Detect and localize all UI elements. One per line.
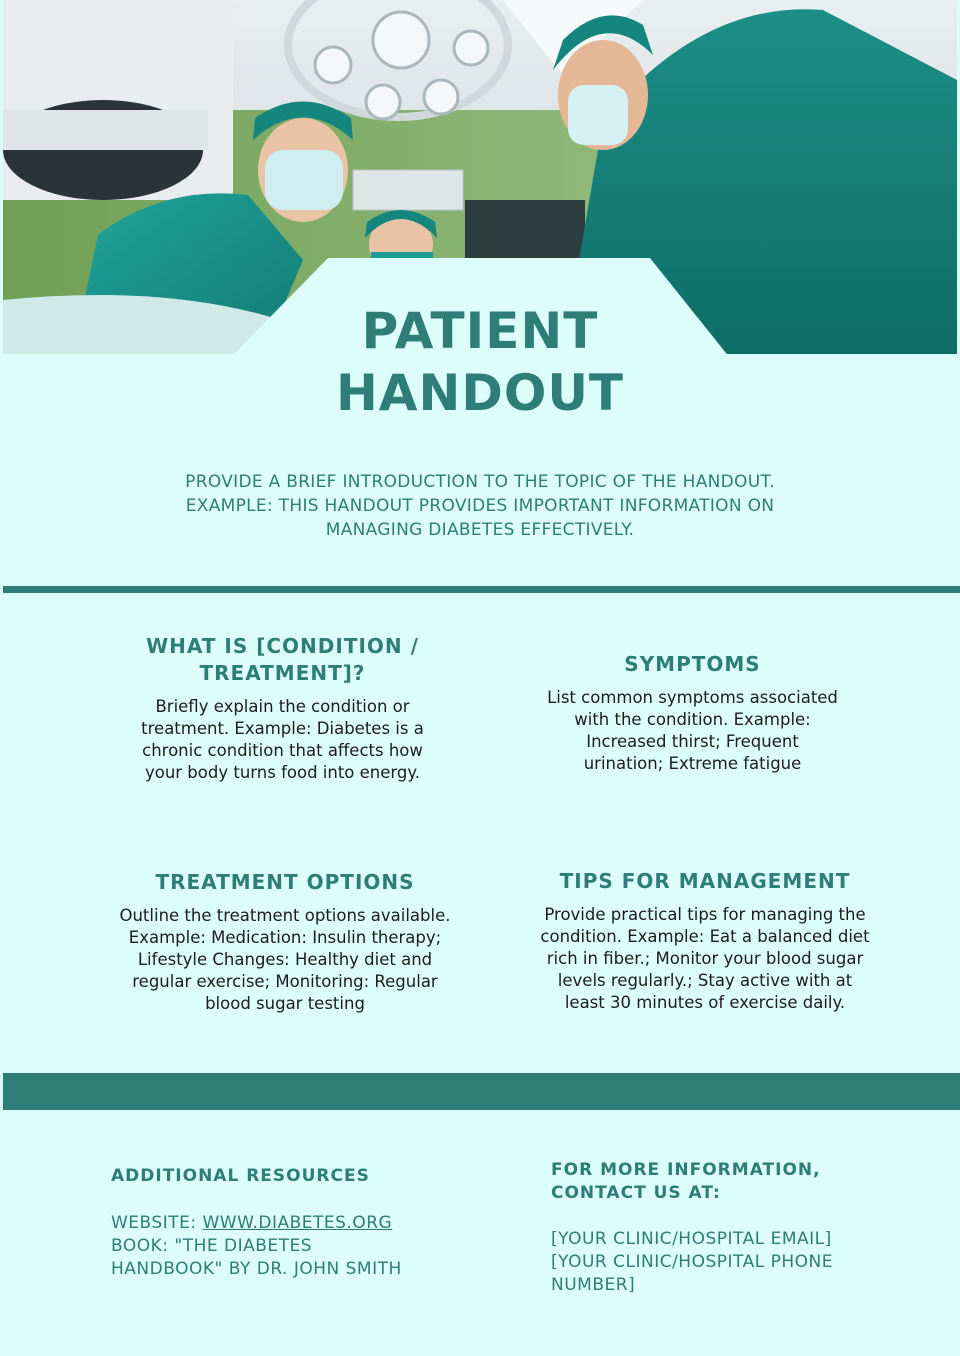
contact-title	[551, 1159, 821, 1205]
contact-phone-line-1: [YOUR CLINIC/HOSPITAL PHONE	[551, 1252, 833, 1272]
intro-line-1: PROVIDE A BRIEF INTRODUCTION TO THE TOPIC OF THE HANDOUT.	[185, 472, 775, 492]
footer-band	[3, 1073, 960, 1110]
resources-title: ADDITIONAL RESOURCES	[111, 1166, 370, 1186]
contact-details	[551, 1228, 931, 1297]
section-body	[515, 904, 895, 1014]
section-title	[100, 633, 465, 687]
contact-title-line-1: FOR MORE INFORMATION,	[551, 1160, 821, 1180]
intro-text	[120, 470, 840, 542]
body-line: Provide practical tips for managing the	[544, 905, 866, 924]
body-line: least 30 minutes of exercise daily.	[564, 993, 846, 1012]
page-title	[0, 300, 960, 424]
book-line-1: BOOK: "THE DIABETES	[111, 1236, 313, 1256]
section-title: SYMPTOMS	[624, 652, 761, 676]
section-title: TREATMENT OPTIONS	[155, 870, 415, 894]
body-line: rich in fiber.; Monitor your blood sugar	[546, 949, 864, 968]
body-line: treatment. Example: Diabetes is a	[141, 719, 424, 738]
section-symptoms	[510, 651, 875, 775]
body-line: Outline the treatment options available.	[119, 906, 451, 925]
intro-line-3: MANAGING DIABETES EFFECTIVELY.	[325, 520, 635, 540]
resources-list	[111, 1212, 491, 1281]
divider-line	[3, 586, 960, 593]
section-title-line-1: WHAT IS [CONDITION /	[146, 634, 419, 658]
section-what-is	[100, 633, 465, 784]
title-line-1: PATIENT	[361, 302, 599, 360]
website-link[interactable]: WWW.DIABETES.ORG	[202, 1213, 393, 1233]
body-line: Example: Medication: Insulin therapy;	[128, 928, 442, 947]
section-treatment-options	[95, 869, 475, 1015]
section-body	[95, 905, 475, 1015]
body-line: Increased thirst; Frequent	[586, 732, 799, 751]
body-line: your body turns food into energy.	[144, 763, 421, 782]
body-line: condition. Example: Eat a balanced diet	[540, 927, 870, 946]
contact-title-line-2: CONTACT US AT:	[551, 1183, 721, 1203]
body-line: with the condition. Example:	[574, 710, 811, 729]
body-line: chronic condition that affects how	[142, 741, 423, 760]
section-body	[510, 687, 875, 775]
body-line: Lifestyle Changes: Healthy diet and	[137, 950, 433, 969]
contact-email: [YOUR CLINIC/HOSPITAL EMAIL]	[551, 1229, 832, 1249]
section-title-line-2: TREATMENT]?	[199, 661, 366, 685]
book-line-2: HANDBOOK" BY DR. JOHN SMITH	[111, 1259, 402, 1279]
section-body	[100, 696, 465, 784]
intro-line-2: EXAMPLE: THIS HANDOUT PROVIDES IMPORTANT INFORMATION ON	[185, 496, 775, 516]
body-line: blood sugar testing	[205, 994, 365, 1013]
contact-phone-line-2: NUMBER]	[551, 1275, 636, 1295]
website-label: WEBSITE:	[111, 1213, 203, 1233]
body-line: List common symptoms associated	[547, 688, 838, 707]
body-line: regular exercise; Monitoring: Regular	[132, 972, 438, 991]
section-tips-for-management	[515, 868, 895, 1014]
body-line: Briefly explain the condition or	[155, 697, 410, 716]
body-line: urination; Extreme fatigue	[583, 754, 802, 773]
title-line-2: HANDOUT	[335, 364, 625, 422]
section-title: TIPS FOR MANAGEMENT	[559, 869, 851, 893]
body-line: levels regularly.; Stay active with at	[557, 971, 853, 990]
